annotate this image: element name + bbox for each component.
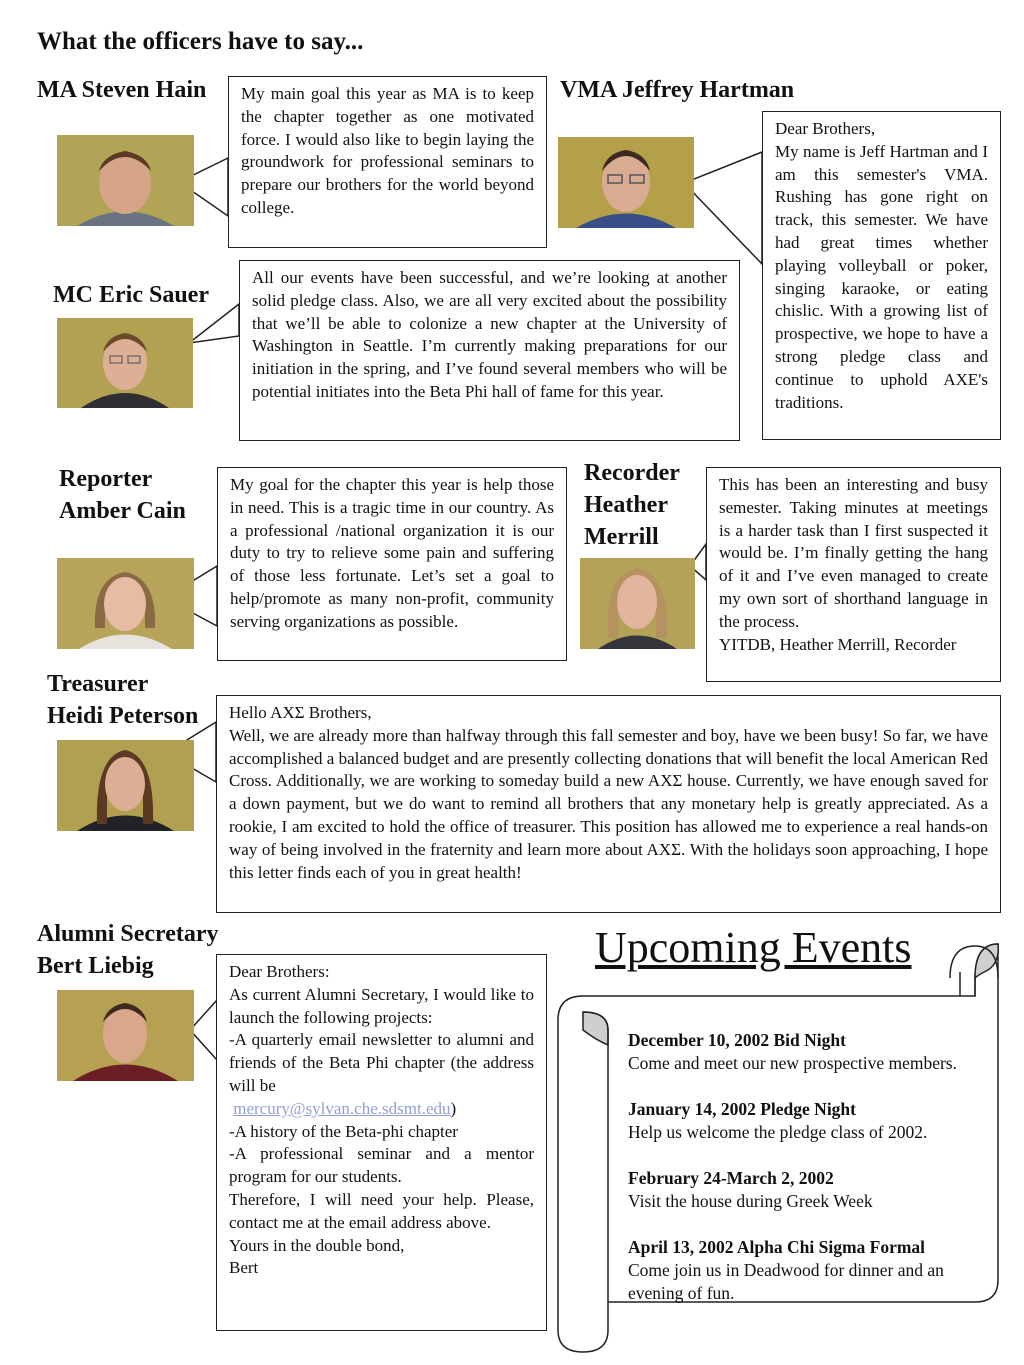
alumni-bubble-pointer: [190, 1000, 217, 1060]
alumni-intro: As current Alumni Secretary, I would like to launch the following projects:: [229, 984, 534, 1027]
event-item: [628, 1029, 988, 1075]
event-item: [628, 1098, 988, 1144]
ma-message-box: [228, 76, 547, 248]
events-list: [628, 1029, 988, 1328]
reporter-message: My goal for the chapter this year is help those in need. This is a tragic time in our country. As a professional /national organization it is our duty to try to relieve some pain and suffering of those less fortunate. Let’s set a goal to help/promote as many non-profit, community serving organizations as possible.: [230, 475, 554, 631]
vma-message: My name is Jeff Hartman and I am this semester's VMA. Rushing has gone right on track, this semester. We have had great times whether playing volleyball or poker, singing karaoke, or eating chislic. With a growing list of prospective, we hope to have a strong pledge class and continue to uphold AXE's traditions.: [775, 141, 988, 412]
reporter-message-box: [217, 467, 567, 661]
vma-greeting: Dear Brothers,: [775, 119, 876, 138]
event-description: Come join us in Deadwood for dinner and an evening of fun.: [628, 1260, 944, 1303]
vma-name: VMA Jeffrey Hartman: [560, 77, 795, 103]
event-date: April 13, 2002 Alpha Chi Sigma Formal: [628, 1237, 926, 1257]
recorder-name: Recorder Heather Merrill: [584, 460, 680, 550]
event-description: Come and meet our new prospective members.: [628, 1053, 957, 1073]
recorder-message-box: [706, 467, 1001, 682]
alumni-request: Therefore, I will need your help. Please, contact me at the email address above.: [229, 1189, 534, 1232]
event-date: December 10, 2002 Bid Night: [628, 1030, 846, 1050]
alumni-email-line: [229, 1098, 534, 1121]
mc-message: All our events have been successful, and we’re looking at another solid pledge class. Also, we are all very excited about the possibility that we’ll be able to colonize a new chapter at the University of Washington in Seattle. I’m currently making preparations for our initiation in the spring, and I’ve found several members who will be potential initiates into the Beta Phi hall of fame for this year.: [252, 268, 727, 401]
alumni-greeting: Dear Brothers:: [229, 962, 330, 981]
recorder-signoff: YITDB, Heather Merrill, Recorder: [719, 634, 957, 654]
reporter-name: Reporter Amber Cain: [59, 466, 186, 524]
vma-photo: [558, 137, 694, 228]
treasurer-message-box: [216, 695, 1001, 913]
alumni-message-box: [216, 954, 547, 1331]
event-date: February 24-March 2, 2002: [628, 1168, 834, 1188]
alumni-item-1-close: ): [450, 1098, 457, 1118]
alumni-signature: Bert: [229, 1258, 259, 1278]
reporter-photo: [57, 558, 194, 649]
treasurer-name: Treasurer Heidi Peterson: [47, 671, 199, 729]
recorder-photo: [580, 558, 695, 649]
mc-message-box: [239, 260, 740, 441]
alumni-item-2: -A history of the Beta-phi chapter: [229, 1121, 458, 1141]
alumni-closing: Yours in the double bond,: [229, 1235, 405, 1255]
ma-photo: [57, 135, 194, 226]
mc-photo: [57, 318, 193, 408]
event-description: Visit the house during Greek Week: [628, 1191, 873, 1211]
event-description: Help us welcome the pledge class of 2002.: [628, 1122, 928, 1142]
alumni-item-1: -A quarterly email newsletter to alumni and friends of the Beta Phi chapter (the address will be: [229, 1030, 534, 1095]
alumni-item-3: -A professional seminar and a mentor program for our students.: [229, 1144, 534, 1187]
vma-bubble-pointer: [684, 152, 762, 264]
alumni-name: Alumni Secretary Bert Liebig: [37, 921, 219, 979]
vma-message-box: [762, 111, 1001, 440]
ma-name: MA Steven Hain: [37, 77, 207, 103]
alumni-photo: [57, 990, 194, 1081]
event-date: January 14, 2002 Pledge Night: [628, 1099, 856, 1119]
ma-message: My main goal this year as MA is to keep the chapter together as one motivated force. I would also like to begin laying the groundwork for professional seminars to prepare our brothers for the world beyond college.: [241, 84, 534, 217]
page-title: What the officers have to say...: [37, 28, 364, 55]
events-title: Upcoming Events: [595, 923, 912, 972]
treasurer-message: Well, we are already more than halfway through this fall semester and boy, have we been busy! So far, we have accomplished a balanced budget and are presently collecting donations that will benefit the local American Red Cross. Additionally, we are working to someday build a new AXΣ house. Currently, we have enough saved for a down payment, but we do want to remind all brothers that any monetary help is greatly appreciated. As a rookie, I am excited to hold the office of treasurer. This position has allowed me to experience a real hands-on way of being involved in the fraternity and learn more about AXΣ. With the holidays soon approaching, I hope this letter finds each of you in great health!: [229, 725, 988, 882]
event-item: [628, 1236, 988, 1305]
treasurer-greeting: Hello AXΣ Brothers,: [229, 703, 372, 722]
treasurer-photo: [57, 740, 194, 831]
mc-name: MC Eric Sauer: [53, 282, 209, 308]
alumni-email-link[interactable]: mercury@sylvan.che.sdsmt.edu: [233, 1098, 451, 1118]
recorder-message: This has been an interesting and busy semester. Taking minutes at meetings is a harder task than I first suspected it would be. I’m finally getting the hang of it and I’ve even managed to create my own sort of shorthand language in the process.: [719, 475, 988, 631]
event-item: [628, 1167, 988, 1213]
